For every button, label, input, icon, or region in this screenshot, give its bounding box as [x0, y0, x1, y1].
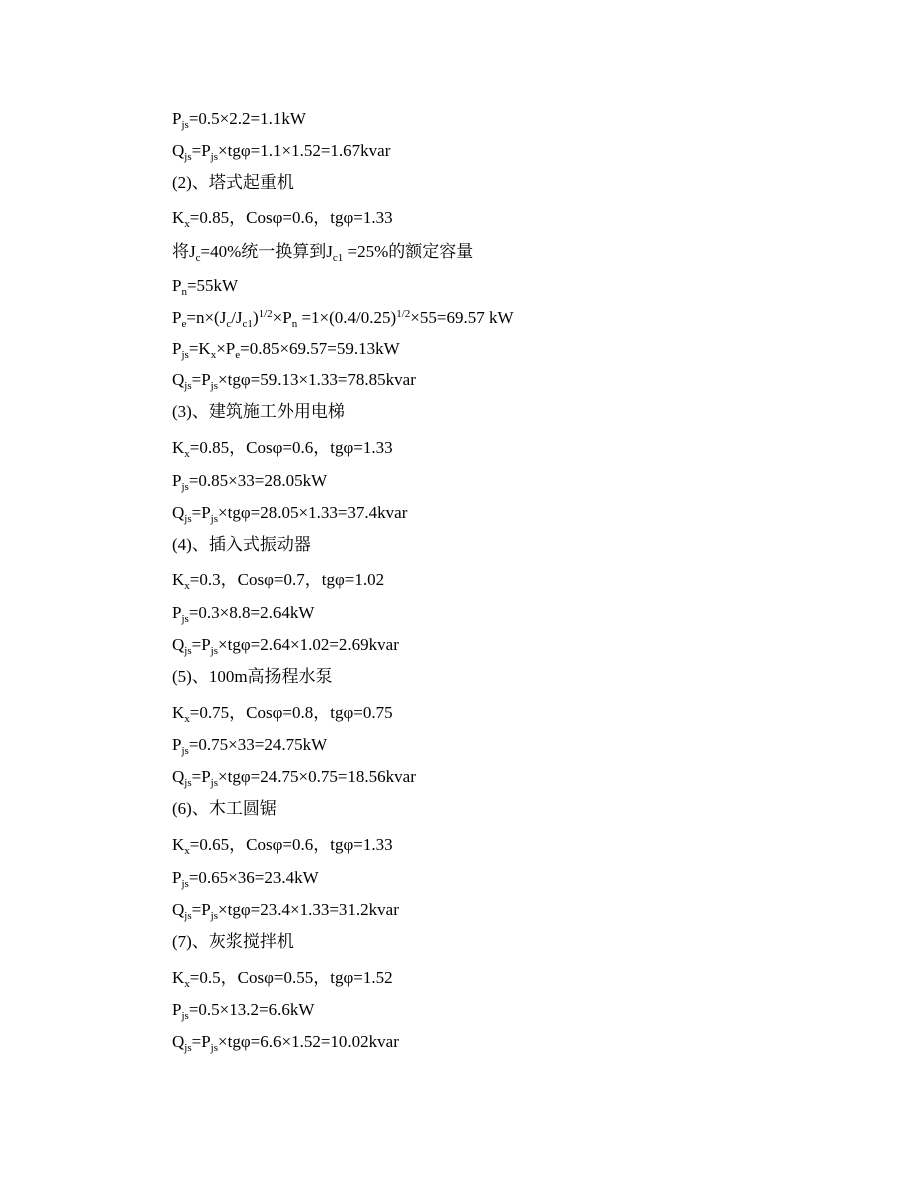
- section-heading: (2)、塔式起重机: [172, 173, 294, 192]
- formula-line: $P_n=55kW$: [172, 276, 239, 298]
- formula-line: $P_e=n\times(J_c/J_{c1})^{1/2}\times P_n =1\times(0.4/0.25)^{1/2}\times 55=69.57$ kW: [172, 308, 514, 330]
- formula-line: $P_{js}=0.65\times 36=23.4kW$: [172, 868, 319, 890]
- formula-line: $P_{js}=0.75\times 33=24.75kW$: [172, 735, 328, 757]
- formula-line: $Q_{js}=P_{js}\times tg\varphi=23.4\times 1.33=31.2kvar$: [172, 900, 399, 922]
- formula-line: $Q_{js}=P_{js}\times tg\varphi=28.05\times 1.33=37.4kvar$: [172, 503, 408, 525]
- formula-line: $Q_{js}=P_{js}\times tg\varphi=59.13\times 1.33=78.85kvar$: [172, 370, 416, 392]
- formula-line: $P_{js}=K_x\times P_e=0.85\times 69.57=59.13kW$: [172, 339, 400, 361]
- formula-line: $K_x=0.75$，Cosφ=0.8，tgφ=0.75: [172, 703, 393, 725]
- formula-line: $Q_{js}=P_{js}\times tg\varphi=24.75\times 0.75=18.56kvar$: [172, 767, 416, 789]
- formula-line: $Q_{js}=P_{js}\times tg\varphi=2.64\times 1.02=2.69kvar$: [172, 635, 399, 657]
- formula-line: $Q_{js}=P_{js}\times tg\varphi=6.6\times 1.52=10.02kvar$: [172, 1032, 399, 1054]
- formula-line: $K_x=0.85$，Cosφ=0.6，tgφ=1.33: [172, 208, 393, 230]
- formula-line: $K_x=0.85$，Cosφ=0.6，tgφ=1.33: [172, 438, 393, 460]
- formula-line: $P_{js}=0.85\times 33=28.05kW$: [172, 471, 328, 493]
- section-heading: (7)、灰浆搅拌机: [172, 932, 294, 951]
- section-heading: (5)、100m高扬程水泵: [172, 667, 333, 686]
- section-heading: (3)、建筑施工外用电梯: [172, 402, 345, 421]
- formula-line: $P_{js}=0.5\times 2.2=1.1kW$: [172, 109, 306, 131]
- section-heading: (6)、木工圆锯: [172, 799, 277, 818]
- formula-line: $P_{js}=0.5\times 13.2=6.6kW$: [172, 1000, 315, 1022]
- formula-line: $Q_{js}=P_{js}\times tg\varphi=1.1\times 1.52=1.67kvar$: [172, 141, 391, 163]
- formula-line: $K_x=0.5$，Cosφ=0.55，tgφ=1.52: [172, 968, 393, 990]
- formula-line: $P_{js}=0.3\times 8.8=2.64kW$: [172, 603, 315, 625]
- text-line: 将$J_c=40\%$统一换算到$J_{c1} =25\%$的额定容量: [172, 242, 474, 264]
- formula-line: $K_x=0.3$，Cosφ=0.7，tgφ=1.02: [172, 570, 385, 592]
- formula-line: $K_x=0.65$，Cosφ=0.6，tgφ=1.33: [172, 835, 393, 857]
- section-heading: (4)、插入式振动器: [172, 535, 311, 554]
